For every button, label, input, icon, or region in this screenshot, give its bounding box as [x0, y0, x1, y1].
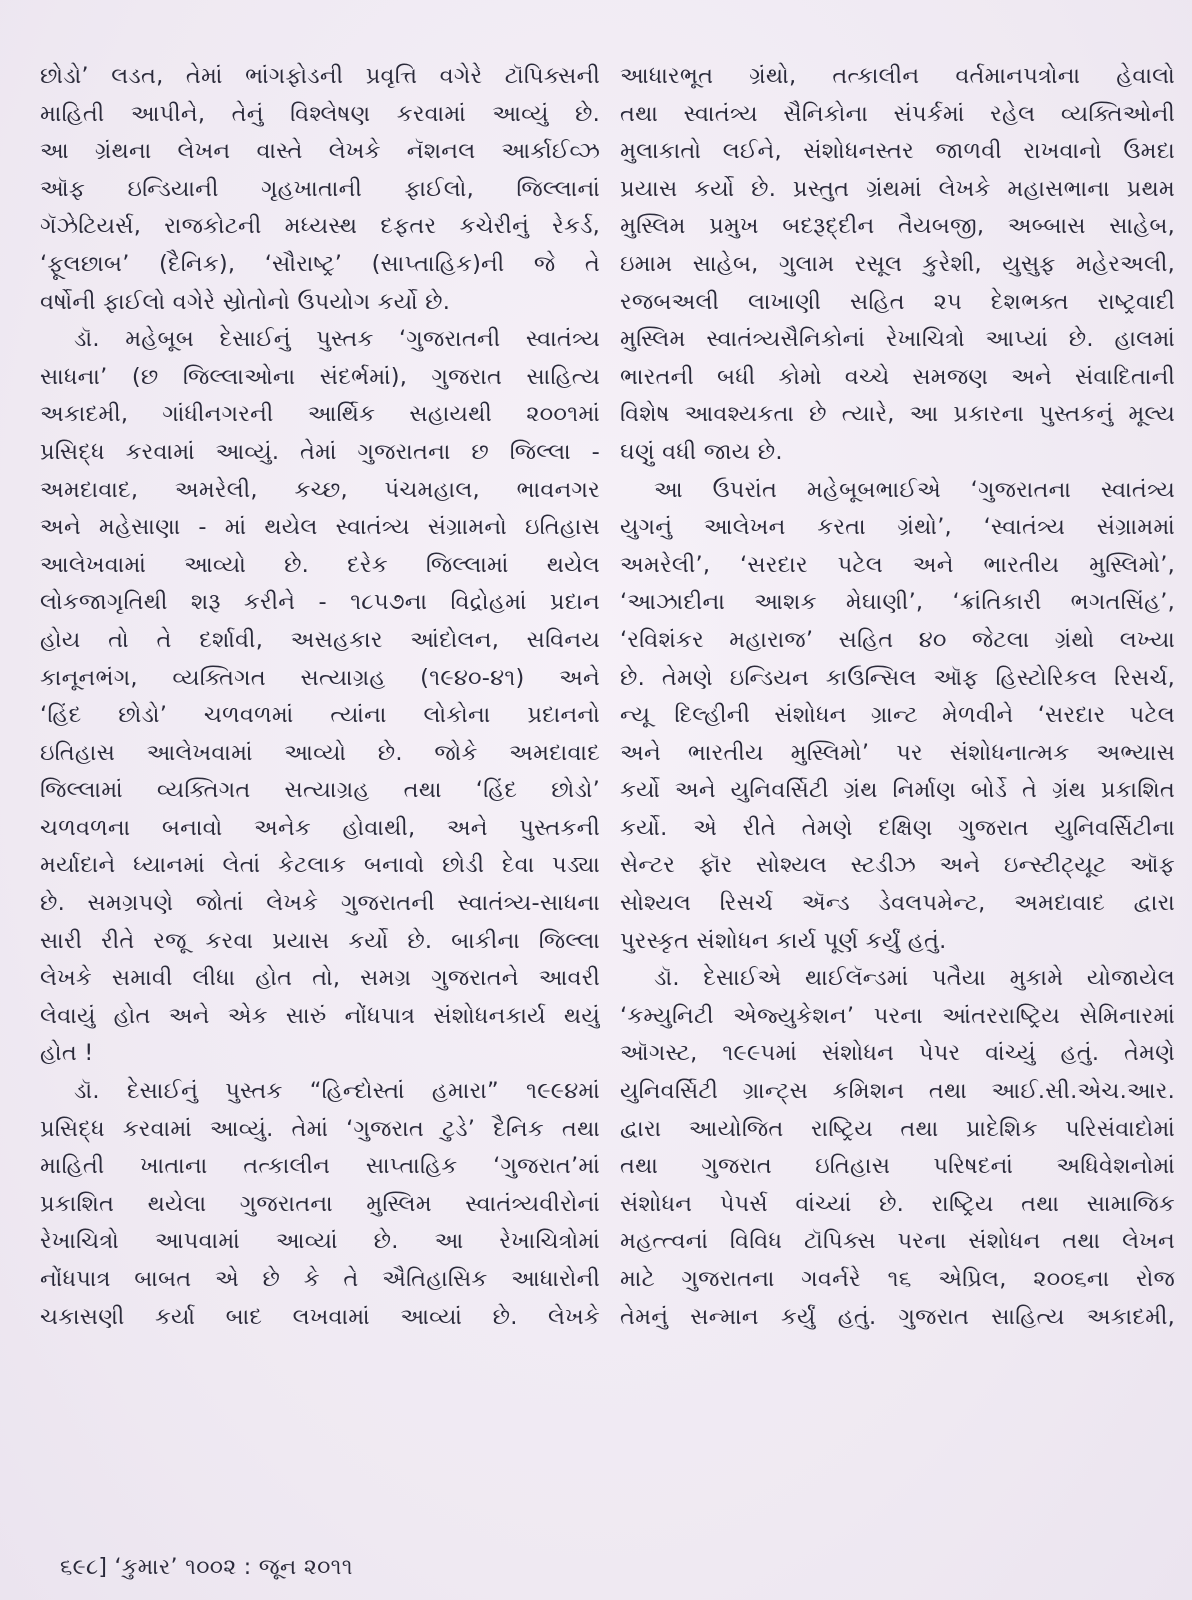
text-line: છે. સમગ્રપણે જોતાં લેખકે ગુજરાતની સ્વાતંત્ર્ય-સાધના	[40, 890, 600, 917]
text-line: ઇમામ સાહેબ, ગુલામ રસૂલ કુરેશી, યુસુફ મહેરઅલી,	[620, 250, 1175, 277]
text-line: ઇતિહાસ આલેખવામાં આવ્યો છે. જોકે અમદાવાદ	[40, 739, 600, 766]
text-line: કાનૂનભંગ, વ્યક્તિગત સત્યાગ્રહ (૧૯૪૦-૪૧) અને	[40, 664, 600, 691]
text-line: માહિતી આપીને, તેનું વિશ્લેષણ કરવામાં આવ્યું છે.	[40, 100, 600, 127]
text-line: તથા સ્વાતંત્ર્ય સૈનિકોના સંપર્કમાં રહેલ વ્યક્તિઓની	[620, 100, 1175, 127]
text-line: છોડો’ લડત, તેમાં ભાંગફોડની પ્રવૃત્તિ વગેરે ટૉપિક્સની	[40, 63, 600, 89]
text-line: માટે ગુજરાતના ગવર્નરે ૧૬ એપ્રિલ, ૨૦૦૬ના રોજ	[620, 1266, 1175, 1292]
paragraph-start: ડૉ. દેસાઈનું પુસ્તક “હિન્દોસ્તાં હમારા” ૧૯૯૪માં	[74, 1078, 600, 1105]
text-line: ચળવળના બનાવો અનેક હોવાથી, અને પુસ્તકની	[40, 814, 600, 841]
text-line: વર્ષોની ફાઈલો વગેરે સ્રોતોનો ઉપયોગ કર્યો છે.	[40, 288, 451, 315]
text-line: માહિતી ખાતાના તત્કાલીન સાપ્તાહિક ‘ગુજરાત’માં	[40, 1153, 600, 1180]
page-footer: ૬૯૮] ‘કુમાર’ ૧૦૦૨ : જૂન ૨૦૧૧	[60, 1555, 353, 1580]
text-line: યુનિવર્સિટી ગ્રાન્ટ્સ કમિશન તથા આઈ.સી.એચ.આર.	[620, 1078, 1175, 1105]
paragraph-start: આ ઉપરાંત મહેબૂબભાઈએ ‘ગુજરાતના સ્વાતંત્ર્ય	[654, 476, 1175, 503]
text-line: અમદાવાદ, અમરેલી, કચ્છ, પંચમહાલ, ભાવનગર	[40, 476, 600, 503]
text-line: હોય તો તે દર્શાવી, અસહકાર આંદોલન, સવિનય	[40, 626, 600, 653]
text-line: લેખકે સમાવી લીધા હોત તો, સમગ્ર ગુજરાતને આવરી	[40, 965, 600, 992]
text-line: ઘણું વધી જાય છે.	[620, 438, 783, 465]
text-line: રેખાચિત્રો આપવામાં આવ્યાં છે. આ રેખાચિત્રોમાં	[40, 1228, 600, 1255]
text-line: આધારભૂત ગ્રંથો, તત્કાલીન વર્તમાનપત્રોના હેવાલો	[620, 63, 1175, 89]
text-line: સેન્ટર ફૉર સોશ્યલ સ્ટડીઝ અને ઇન્સ્ટીટ્યૂટ ઑફ	[620, 852, 1175, 879]
text-line: હોત !	[40, 1040, 94, 1067]
text-line: તેમનું સન્માન કર્યું હતું. ગુજરાત સાહિત્ય અકાદમી,	[620, 1303, 1175, 1330]
text-line: સંશોધન પેપર્સ વાંચ્યાં છે. રાષ્ટ્રિય તથા સામાજિક	[620, 1190, 1175, 1217]
text-line: ગૅઝેટિયર્સ, રાજકોટની મધ્યસ્થ દફતર કચેરીનું રેકર્ડ,	[40, 213, 600, 240]
right-column	[620, 58, 1175, 1336]
text-line: મુસ્લિમ સ્વાતંત્ર્યસૈનિકોનાં રેખાચિત્રો આપ્યાં છે. હાલમાં	[620, 326, 1175, 353]
text-line: પુરસ્કૃત સંશોધન કાર્ય પૂર્ણ કર્યું હતું.	[620, 927, 947, 954]
text-line: આ ગ્રંથના લેખન વાસ્તે લેખકે નૅશનલ આર્કાઈવ્ઝ	[40, 138, 600, 165]
text-line: યુગનું આલેખન કરતા ગ્રંથો’, ‘સ્વાતંત્ર્ય સંગ્રામમાં	[620, 514, 1175, 541]
text-line: અકાદમી, ગાંધીનગરની આર્થિક સહાયથી ૨૦૦૧માં	[40, 401, 600, 428]
text-line: ચકાસણી કર્યા બાદ લખવામાં આવ્યાં છે. લેખકે	[40, 1303, 600, 1330]
paragraph-start: ડૉ. મહેબૂબ દેસાઈનું પુસ્તક ‘ગુજરાતની સ્વાતંત્ર્ય	[74, 326, 600, 353]
text-line: સોશ્યલ રિસર્ચ ઍન્ડ ડેવલપમેન્ટ, અમદાવાદ દ્વારા	[620, 890, 1175, 917]
paragraph-start: ડૉ. દેસાઈએ થાઈલૅન્ડમાં પતૈયા મુકામે યોજાયેલ	[654, 965, 1175, 992]
text-line: પ્રયાસ કર્યો છે. પ્રસ્તુત ગ્રંથમાં લેખકે મહાસભાના પ્રથમ	[620, 175, 1175, 202]
text-line: નોંધપાત્ર બાબત એ છે કે તે ઐતિહાસિક આધારોની	[40, 1266, 600, 1292]
text-line: વિશેષ આવશ્યકતા છે ત્યારે, આ પ્રકારના પુસ્તકનું મૂલ્ય	[620, 401, 1175, 428]
text-line: પ્રસિદ્ધ કરવામાં આવ્યું. તેમાં ગુજરાતના છ જિલ્લા -	[40, 438, 600, 465]
text-line: મુલાકાતો લઈને, સંશોધનસ્તર જાળવી રાખવાનો ઉમદા	[620, 138, 1175, 165]
text-line: જિલ્લામાં વ્યક્તિગત સત્યાગ્રહ તથા ‘હિંદ છોડો’	[40, 777, 600, 804]
text-line: ઑફ ઇન્ડિયાની ગૃહખાતાની ફાઈલો, જિલ્લાનાં	[40, 175, 600, 202]
text-line: કર્યો. એ રીતે તેમણે દક્ષિણ ગુજરાત યુનિવર્સિટીના	[620, 814, 1175, 841]
text-line: સાધના’ (છ જિલ્લાઓના સંદર્ભમાં), ગુજરાત સાહિત્ય	[40, 363, 600, 390]
text-line: ‘ફૂલછાબ’ (દૈનિક), ‘સૌરાષ્ટ્ર’ (સાપ્તાહિક)ની જે તે	[40, 250, 600, 277]
text-line: મુસ્લિમ પ્રમુખ બદરૂદ્દીન તૈયબજી, અબ્બાસ સાહેબ,	[620, 213, 1175, 240]
text-line: અમરેલી’, ‘સરદાર પટેલ અને ભારતીય મુસ્લિમો’,	[620, 551, 1175, 578]
text-line: ‘રવિશંકર મહારાજ’ સહિત ૪૦ જેટલા ગ્રંથો લખ્યા	[620, 626, 1175, 653]
text-line: આલેખવામાં આવ્યો છે. દરેક જિલ્લામાં થયેલ	[40, 551, 600, 578]
text-line: મહત્ત્વનાં વિવિધ ટૉપિક્સ પરના સંશોધન તથા લેખન	[620, 1228, 1175, 1255]
text-line: તથા ગુજરાત ઇતિહાસ પરિષદનાં અધિવેશનોમાં	[620, 1153, 1175, 1180]
text-line: લેવાયું હોત અને એક સારું નોંધપાત્ર સંશોધનકાર્ય થયું	[40, 1002, 600, 1029]
left-column	[40, 58, 600, 1336]
text-line: અને મહેસાણા - માં થયેલ સ્વાતંત્ર્ય સંગ્રામનો ઇતિહાસ	[40, 514, 600, 541]
text-line: ન્યૂ દિલ્હીની સંશોધન ગ્રાન્ટ મેળવીને ‘સરદાર પટેલ	[620, 702, 1175, 729]
text-line: ‘હિંદ છોડો’ ચળવળમાં ત્યાંના લોકોના પ્રદાનનો	[40, 702, 600, 729]
text-line: કર્યો અને યુનિવર્સિટી ગ્રંથ નિર્માણ બોર્ડે તે ગ્રંથ પ્રકાશિત	[620, 777, 1175, 804]
text-line: ઑગસ્ટ, ૧૯૯૫માં સંશોધન પેપર વાંચ્યું હતું. તેમણે	[620, 1040, 1175, 1067]
text-line: ‘આઝાદીના આશક મેઘાણી’, ‘ક્રાંતિકારી ભગતસિંહ’,	[620, 589, 1175, 616]
text-line: અને ભારતીય મુસ્લિમો’ પર સંશોધનાત્મક અભ્યાસ	[620, 739, 1175, 766]
text-line: લોકજાગૃતિથી શરૂ કરીને - ૧૮૫૭ના વિદ્રોહમાં પ્રદાન	[40, 589, 600, 616]
text-line: સારી રીતે રજૂ કરવા પ્રયાસ કર્યો છે. બાકીના જિલ્લા	[40, 927, 600, 954]
text-line: પ્રકાશિત થયેલા ગુજરાતના મુસ્લિમ સ્વાતંત્ર્યવીરોનાં	[40, 1190, 600, 1217]
text-line: પ્રસિદ્ધ કરવામાં આવ્યું. તેમાં ‘ગુજરાત ટુડે’ દૈનિક તથા	[40, 1115, 600, 1142]
text-line: ભારતની બધી કોમો વચ્ચે સમજણ અને સંવાદિતાની	[620, 363, 1175, 390]
text-line: દ્વારા આયોજિત રાષ્ટ્રિય તથા પ્રાદેશિક પરિસંવાદોમાં	[620, 1115, 1175, 1142]
text-line: મર્યાદાને ધ્યાનમાં લેતાં કેટલાક બનાવો છોડી દેવા પડ્યા	[40, 852, 600, 879]
text-line: છે. તેમણે ઇન્ડિયન કાઉન્સિલ ઑફ હિસ્ટોરિકલ રિસર્ચ,	[620, 664, 1175, 691]
text-line: ‘કમ્યુનિટી એજ્યુકેશન’ પરના આંતરરાષ્ટ્રિય સેમિનારમાં	[620, 1002, 1175, 1029]
text-line: રજબઅલી લાખાણી સહિત ૨૫ દેશભક્ત રાષ્ટ્રવાદી	[620, 288, 1175, 315]
